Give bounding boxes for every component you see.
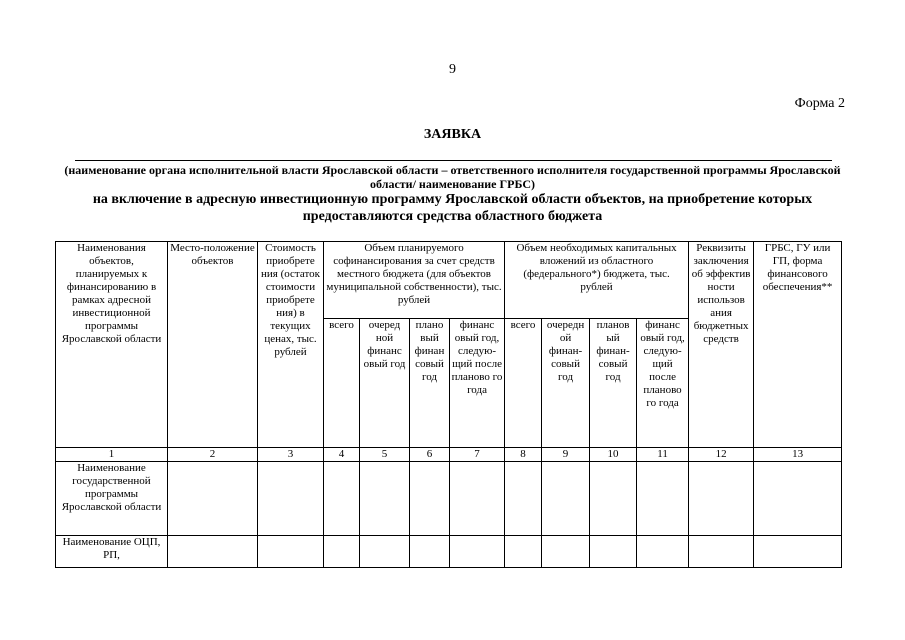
table-cell	[754, 462, 842, 536]
table-cell	[450, 462, 505, 536]
header-regional-total: всего	[505, 319, 542, 448]
table-cell	[410, 536, 450, 568]
column-number: 10	[590, 448, 637, 462]
table-cell	[450, 536, 505, 568]
column-number: 3	[258, 448, 324, 462]
table-row	[56, 536, 842, 568]
header-regional-next-year: очередн ой финан-совый год	[542, 319, 590, 448]
table-cell	[168, 462, 258, 536]
table-cell	[689, 462, 754, 536]
header-local-planned-year: плано вый финан совый год	[410, 319, 450, 448]
header-object-names: Наименования объектов, планируемых к финансированию в рамках адресной инвестиционной программы Ярославской области	[56, 242, 168, 448]
table-cell	[754, 536, 842, 568]
table-cell	[505, 536, 542, 568]
table-cell	[360, 536, 410, 568]
table-cell	[637, 462, 689, 536]
header-row-top	[56, 242, 842, 319]
header-regional-planned-year: планов ый финан-совый год	[590, 319, 637, 448]
column-number: 11	[637, 448, 689, 462]
column-number: 2	[168, 448, 258, 462]
request-table	[55, 241, 842, 568]
table-cell	[258, 536, 324, 568]
page-number: 9	[449, 62, 456, 77]
header-local-budget: Объем планируемого софинансирования за счет средств местного бюджета (для объектов муниципальной собственности), тыс. рублей	[324, 242, 505, 319]
column-number: 4	[324, 448, 360, 462]
column-number: 13	[754, 448, 842, 462]
header-efficiency-details: Реквизиты заключения об эффектив ности использов ания бюджетных средств	[689, 242, 754, 448]
row-label-program-subprogram: Наименование ОЦП, РП,	[56, 536, 168, 568]
row-label-state-program: Наименование государственной программы Ярославской области	[56, 462, 168, 536]
document-title: ЗАЯВКА	[423, 127, 482, 142]
table-cell	[542, 536, 590, 568]
table-cell	[689, 536, 754, 568]
form-label: Форма 2	[794, 96, 845, 111]
table-cell	[590, 536, 637, 568]
table-cell	[542, 462, 590, 536]
table-cell	[637, 536, 689, 568]
column-number: 12	[689, 448, 754, 462]
table-cell	[505, 462, 542, 536]
fill-in-underline	[75, 160, 832, 161]
header-local-next-year: очеред ной финанс овый год	[360, 319, 410, 448]
table-cell	[590, 462, 637, 536]
column-number: 7	[450, 448, 505, 462]
header-location: Место-положение объектов	[168, 242, 258, 448]
column-number-row	[56, 448, 842, 462]
header-regional-budget: Объем необходимых капитальных вложений из областного (федерального*) бюджета, тыс. рублей	[505, 242, 689, 319]
column-number: 6	[410, 448, 450, 462]
column-number: 5	[360, 448, 410, 462]
header-local-after-planned: финанс овый год, следую-щий после планово го года	[450, 319, 505, 448]
purpose-line: на включение в адресную инвестиционную программу Ярославской области объектов, на приобретение которых предоставляются средства областного бюджета	[92, 192, 813, 224]
header-regional-after-planned: финанс овый год, следую-щий после планово го года	[637, 319, 689, 448]
authority-note: (наименование органа исполнительной власти Ярославской области – ответственного исполнителя государственной программы Ярославской области/ наименование ГРБС)	[64, 163, 841, 191]
table-cell	[360, 462, 410, 536]
table-cell	[324, 536, 360, 568]
table-cell	[168, 536, 258, 568]
table-row	[56, 462, 842, 536]
header-local-total: всего	[324, 319, 360, 448]
table-cell	[410, 462, 450, 536]
header-cost: Стоимость приобрете ния (остаток стоимости приобрете ния) в текущих ценах, тыс. рублей	[258, 242, 324, 448]
column-number: 1	[56, 448, 168, 462]
table-cell	[258, 462, 324, 536]
header-grbs-form: ГРБС, ГУ или ГП, форма финансового обеспечения**	[754, 242, 842, 448]
column-number: 8	[505, 448, 542, 462]
table-cell	[324, 462, 360, 536]
column-number: 9	[542, 448, 590, 462]
